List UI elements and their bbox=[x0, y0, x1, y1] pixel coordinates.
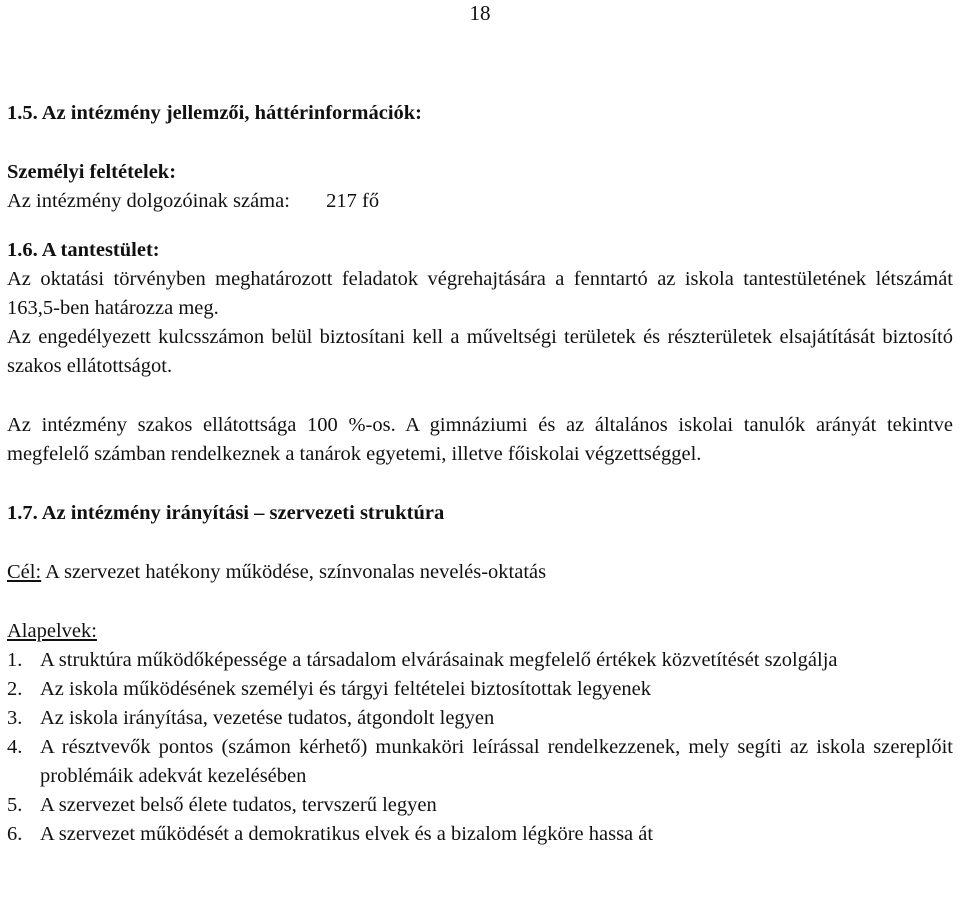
list-item bbox=[7, 733, 953, 791]
goal-line bbox=[7, 558, 953, 587]
list-item bbox=[7, 704, 953, 733]
list-item-number: 2. bbox=[7, 678, 23, 700]
list-item-number: 3. bbox=[7, 707, 23, 729]
goal-label: Cél: bbox=[7, 561, 42, 583]
section-1-5-heading: 1.5. Az intézmény jellemzői, háttérinformációk: bbox=[7, 102, 423, 124]
list-item-number: 5. bbox=[7, 794, 23, 816]
section-1-7-heading: 1.7. Az intézmény irányítási – szervezeti struktúra bbox=[7, 502, 445, 524]
staff-count-line bbox=[7, 187, 953, 216]
list-item bbox=[7, 820, 953, 849]
goal-text: A szervezet hatékony működése, színvonalas nevelés-oktatás bbox=[41, 561, 547, 583]
list-item-number: 4. bbox=[7, 736, 23, 758]
qualification-paragraph: Az intézmény szakos ellátottsága 100 %-os. A gimnáziumi és az általános iskolai tanulók arányát tekintve megfelelő számban rendelkeznek a tanárok egyetemi, illetve főiskolai végzettséggel. bbox=[7, 414, 953, 465]
list-item-number: 6. bbox=[7, 823, 23, 845]
document-body bbox=[7, 99, 953, 849]
page-number: 18 bbox=[469, 1, 491, 25]
list-item bbox=[7, 791, 953, 820]
list-item-number: 1. bbox=[7, 649, 23, 671]
principles-list bbox=[7, 646, 953, 849]
list-item-text: A struktúra működőképessége a társadalom elvárásainak megfelelő értékek közvetítését szolgálja bbox=[40, 649, 838, 671]
personnel-subheading: Személyi feltételek: bbox=[7, 161, 177, 183]
staff-quota-paragraph: Az oktatási törvényben meghatározott feladatok végrehajtására a fenntartó az iskola tantestületének létszámát 163,5-ben határozza meg. bbox=[7, 268, 953, 319]
staff-count-label: Az intézmény dolgozóinak száma: bbox=[7, 190, 290, 212]
list-item bbox=[7, 646, 953, 675]
principles-label: Alapelvek: bbox=[7, 620, 97, 642]
list-item-text: Az iskola működésének személyi és tárgyi feltételei biztosítottak legyenek bbox=[40, 678, 652, 700]
staffing-requirement-paragraph: Az engedélyezett kulcsszámon belül biztosítani kell a műveltségi területek és részterületek elsajátítását biztosító szakos ellátottságot. bbox=[7, 326, 953, 377]
list-item-text: A szervezet belső élete tudatos, tervszerű legyen bbox=[40, 794, 437, 816]
list-item-text: A résztvevők pontos (számon kérhető) munkaköri leírással rendelkezzenek, mely segíti az iskola szereplőit problémáik adekvát kezelésében bbox=[40, 736, 953, 787]
list-item-text: Az iskola irányítása, vezetése tudatos, átgondolt legyen bbox=[40, 707, 495, 729]
staff-count-value: 217 fő bbox=[326, 190, 380, 212]
section-1-6-heading: 1.6. A tantestület: bbox=[7, 239, 160, 261]
list-item bbox=[7, 675, 953, 704]
list-item-text: A szervezet működését a demokratikus elvek és a bizalom légköre hassa át bbox=[40, 823, 654, 845]
principles-section bbox=[7, 617, 953, 849]
